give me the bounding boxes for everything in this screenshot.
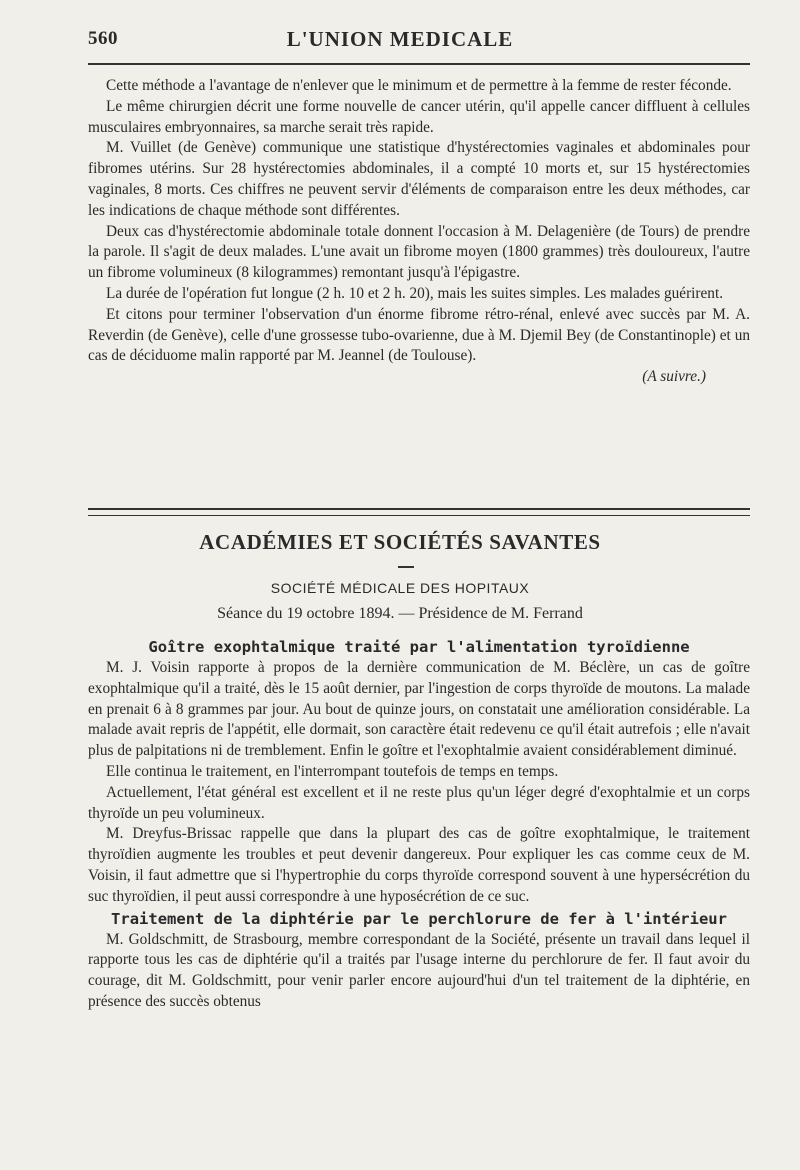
- section-rule: [88, 508, 750, 516]
- top-text-block: [88, 76, 750, 388]
- session-line: Séance du 19 octobre 1894. — Présidence de M. Ferrand: [217, 605, 583, 622]
- journal-title: L'UNION MEDICALE: [286, 27, 514, 51]
- to-be-continued: (A suivre.): [642, 368, 706, 386]
- paragraph: M. Goldschmitt, de Strasbourg, membre correspondant de la Société, présente un travail dans lequel il rapporte tous les cas de diphtérie qu'il a traités par l'usage interne du perchlorure de fer. Il faut avoir du courage, dit M. Goldschmitt, pour venir parler encore aujourd'hui d'un tel traitement de la diphtérie, en présence des succès obtenus: [88, 930, 750, 1010]
- paragraph: Deux cas d'hystérectomie abdominale totale donnent l'occasion à M. Delagenière (de Tours) de prendre la parole. Il s'agit de deux malades. L'une avait un fibrome moyen (1800 grammes) très douloureux, l'autre un fibrome volumineux (8 kilogrammes) remontant jusqu'à l'épigastre.: [88, 222, 750, 282]
- paragraph: La durée de l'opération fut longue (2 h. 10 et 2 h. 20), mais les suites simples. Les malades guérirent.: [106, 284, 724, 302]
- section-title: ACADÉMIES ET SOCIÉTÉS SAVANTES: [199, 530, 601, 554]
- article-title: Traitement de la diphtérie par le perchlorure de fer à l'intérieur: [111, 909, 727, 928]
- paragraph: Actuellement, l'état général est excellent et il ne reste plus qu'un léger degré d'exophtalmie et un corps thyroïde un peu volumineux.: [88, 783, 750, 822]
- article-block: [88, 636, 750, 1013]
- article-title: Goître exophtalmique traité par l'alimentation tyroïdienne: [148, 638, 690, 656]
- paragraph: M. J. Voisin rapporte à propos de la dernière communication de M. Béclère, un cas de goître exophtalmique qu'il a traité, dès le 15 août dernier, par l'ingestion de corps thyroïde de moutons. La malade en prenait 6 à 8 grammes par jour. Au bout de quinze jours, on constatait une amélioration considérable. La malade avait repris de l'appétit, elle dormait, son caractère était redevenu ce qu'il était autrefois ; elle n'avait plus de palpitations ni de tremblement. Enfin le goître et l'exophtalmie avaient considérablement diminué.: [88, 659, 750, 760]
- paragraph: Et citons pour terminer l'observation d'un énorme fibrome rétro-rénal, enlevé avec succès par M. A. Reverdin (de Genève), celle d'une grossesse tubo-ovarienne, due à M. Djemil Bey (de Constantinople) et un cas de déciduome malin rapporté par M. Jeannel (de Toulouse).: [88, 305, 750, 365]
- paragraph: M. Dreyfus-Brissac rappelle que dans la plupart des cas de goître exophtalmique, le traitement thyroïdien augmente les troubles et peut devenir dangereux. Pour expliquer les cas comme ceux de M. Voisin, il faut admettre que si l'hypertrophie du corps thyroïde correspond souvent à une hypersécrétion du suc thyroïdien, il peut aussi correspondre à une hyposécrétion de ce suc.: [88, 825, 750, 905]
- paragraph: Le même chirurgien décrit une forme nouvelle de cancer utérin, qu'il appelle cancer diffluent à cellules musculaires embryonnaires, sa marche serait très rapide.: [88, 97, 750, 136]
- paragraph: Cette méthode a l'avantage de n'enlever que le minimum et de permettre à la femme de rester féconde.: [106, 77, 732, 94]
- section-dash: [398, 566, 414, 568]
- paragraph: Elle continua le traitement, en l'interrompant toutefois de temps en temps.: [106, 762, 559, 780]
- paragraph: M. Vuillet (de Genève) communique une statistique d'hystérectomies vaginales et abdominales pour fibromes utérins. Sur 28 hystérectomies abdominales, il a compté 10 morts et, sur 15 hystérectomies vaginales, 8 morts. Ces chiffres ne peuvent servir d'éléments de comparaison entre les deux méthodes, car les indications de chaque méthode sont différentes.: [88, 139, 750, 219]
- society-title: SOCIÉTÉ MÉDICALE DES HOPITAUX: [270, 580, 530, 596]
- page-number: 560: [88, 28, 118, 49]
- header-rule: [88, 63, 750, 65]
